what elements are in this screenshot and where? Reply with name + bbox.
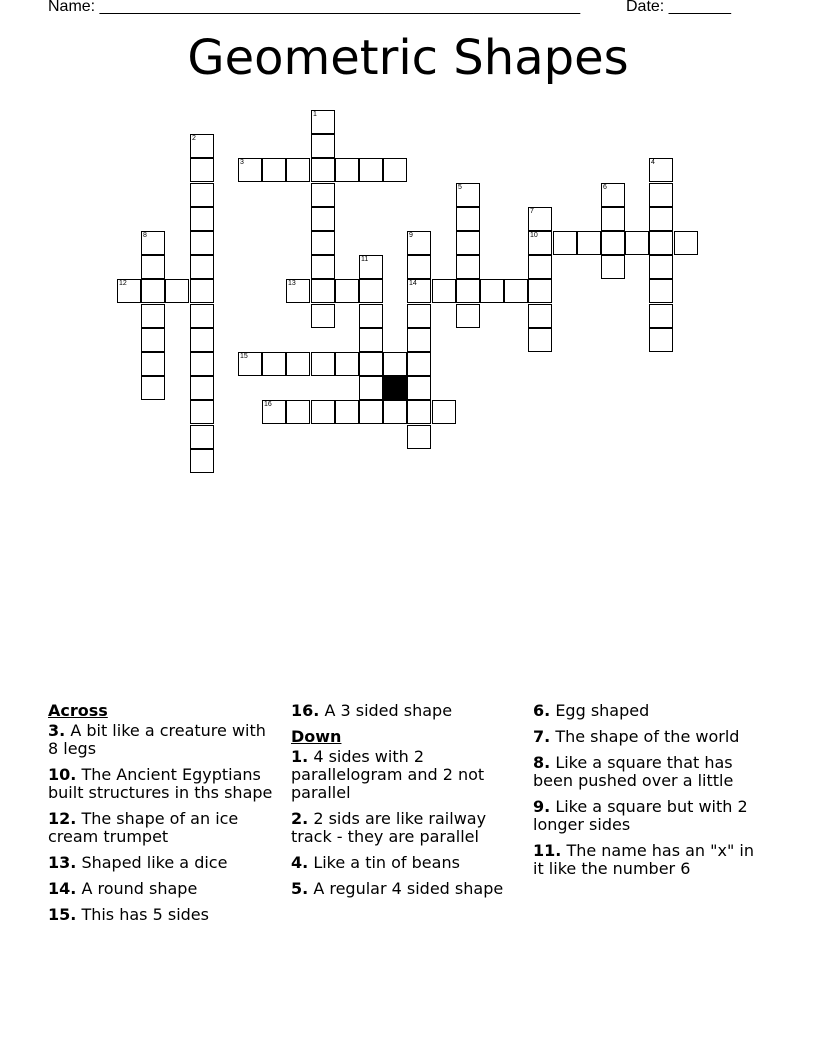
crossword-cell[interactable] xyxy=(649,255,673,279)
crossword-cell[interactable] xyxy=(311,110,335,134)
down-clue: 6. Egg shaped xyxy=(533,701,650,720)
crossword-cell[interactable] xyxy=(141,231,165,255)
crossword-cell[interactable] xyxy=(383,352,407,376)
crossword-cell[interactable] xyxy=(359,158,383,182)
crossword-cell[interactable] xyxy=(359,400,383,424)
down-clue: 4. Like a tin of beans xyxy=(291,853,460,872)
crossword-cell[interactable] xyxy=(190,304,214,328)
crossword-cell[interactable] xyxy=(601,183,625,207)
crossword-cell[interactable] xyxy=(359,352,383,376)
crossword-cell[interactable] xyxy=(311,400,335,424)
crossword-cell[interactable] xyxy=(311,183,335,207)
clue-column-2 xyxy=(291,702,523,906)
crossword-cell[interactable] xyxy=(141,279,165,303)
crossword-cell[interactable] xyxy=(649,328,673,352)
down-clue: 11. The name has an "x" in it like the number 6 xyxy=(533,841,754,878)
crossword-cell[interactable] xyxy=(553,231,577,255)
clue-number: 6 xyxy=(603,184,607,191)
crossword-cell[interactable] xyxy=(141,255,165,279)
clue-number: 5 xyxy=(458,184,462,191)
crossword-cell[interactable] xyxy=(674,231,698,255)
crossword-cell[interactable] xyxy=(335,352,359,376)
across-heading: Across xyxy=(48,701,108,720)
crossword-cell[interactable] xyxy=(625,231,649,255)
down-clue: 2. 2 sids are like railway track - they are parallel xyxy=(291,809,487,846)
crossword-cell[interactable] xyxy=(528,304,552,328)
name-label: Name: xyxy=(48,0,96,15)
clue-number: 1 xyxy=(313,111,317,118)
down-heading: Down xyxy=(291,727,342,746)
crossword-cell[interactable] xyxy=(190,255,214,279)
crossword-cell[interactable] xyxy=(190,231,214,255)
crossword-cell[interactable] xyxy=(311,352,335,376)
across-clue: 13. Shaped like a dice xyxy=(48,853,228,872)
crossword-cell[interactable] xyxy=(335,279,359,303)
across-clue: 16. A 3 sided shape xyxy=(291,701,453,720)
crossword-cell[interactable] xyxy=(359,255,383,279)
crossword-cell[interactable] xyxy=(528,207,552,231)
crossword-cell[interactable] xyxy=(286,279,310,303)
crossword-cell[interactable] xyxy=(407,255,431,279)
crossword-cell[interactable] xyxy=(190,449,214,473)
crossword-cell[interactable] xyxy=(141,352,165,376)
crossword-cell[interactable] xyxy=(311,304,335,328)
crossword-cell[interactable] xyxy=(335,158,359,182)
crossword-cell[interactable] xyxy=(456,304,480,328)
clue-column-1 xyxy=(48,702,280,932)
crossword-cell[interactable] xyxy=(238,158,262,182)
down-clue: 7. The shape of the world xyxy=(533,727,740,746)
crossword-cell[interactable] xyxy=(165,279,189,303)
crossword-cell[interactable] xyxy=(190,400,214,424)
crossword-cell[interactable] xyxy=(311,231,335,255)
clue-number: 16 xyxy=(264,401,272,408)
clue-number: 3 xyxy=(240,159,244,166)
crossword-cell[interactable] xyxy=(141,328,165,352)
crossword-cell[interactable] xyxy=(286,400,310,424)
crossword-cell[interactable] xyxy=(407,400,431,424)
down-clue: 9. Like a square but with 2 longer sides xyxy=(533,797,748,834)
crossword-cell[interactable] xyxy=(190,376,214,400)
down-clue: 8. Like a square that has been pushed over a little xyxy=(533,753,734,790)
clue-number: 11 xyxy=(361,256,369,263)
clue-number: 13 xyxy=(288,280,296,287)
crossword-cell[interactable] xyxy=(407,425,431,449)
down-clue: 1. 4 sides with 2 parallelogram and 2 not parallel xyxy=(291,747,485,802)
across-clue: 12. The shape of an ice cream trumpet xyxy=(48,809,239,846)
clue-number: 15 xyxy=(240,353,248,360)
crossword-cell[interactable] xyxy=(432,400,456,424)
crossword-cell[interactable] xyxy=(141,376,165,400)
name-line: ______________________________________________________ xyxy=(99,0,581,15)
clue-number: 4 xyxy=(651,159,655,166)
crossword-cell[interactable] xyxy=(359,304,383,328)
crossword-cell[interactable] xyxy=(286,158,310,182)
crossword-cell[interactable] xyxy=(190,134,214,158)
date-label: Date: xyxy=(626,0,665,15)
crossword-cell[interactable] xyxy=(190,328,214,352)
crossword-cell[interactable] xyxy=(407,279,431,303)
crossword-cell[interactable] xyxy=(407,328,431,352)
crossword-cell[interactable] xyxy=(480,279,504,303)
crossword-cell[interactable] xyxy=(262,352,286,376)
crossword-cell[interactable] xyxy=(262,400,286,424)
clue-number: 2 xyxy=(192,135,196,142)
clue-number: 10 xyxy=(530,232,538,239)
crossword-cell[interactable] xyxy=(528,255,552,279)
crossword-cell[interactable] xyxy=(456,255,480,279)
clue-number: 12 xyxy=(119,280,127,287)
crossword-cell[interactable] xyxy=(190,352,214,376)
crossword-cell[interactable] xyxy=(238,352,262,376)
crossword-cell[interactable] xyxy=(528,231,552,255)
crossword-cell[interactable] xyxy=(335,400,359,424)
crossword-cell[interactable] xyxy=(407,376,431,400)
crossword-cell[interactable] xyxy=(286,352,310,376)
crossword-cell[interactable] xyxy=(456,207,480,231)
crossword-cell[interactable] xyxy=(407,352,431,376)
crossword-cell[interactable] xyxy=(311,255,335,279)
crossword-cell[interactable] xyxy=(432,279,456,303)
across-clue: 10. The Ancient Egyptians built structures in ths shape xyxy=(48,765,273,802)
crossword-cell[interactable] xyxy=(407,231,431,255)
crossword-cell[interactable] xyxy=(359,279,383,303)
clue-column-3 xyxy=(533,702,765,886)
crossword-cell[interactable] xyxy=(190,158,214,182)
crossword-cell[interactable] xyxy=(359,328,383,352)
crossword-cell[interactable] xyxy=(649,279,673,303)
crossword-cell[interactable] xyxy=(649,207,673,231)
crossword-cell[interactable] xyxy=(601,255,625,279)
crossword-cell[interactable] xyxy=(649,231,673,255)
crossword-cell[interactable] xyxy=(262,158,286,182)
clue-number: 14 xyxy=(409,280,417,287)
crossword-cell[interactable] xyxy=(311,134,335,158)
crossword-black-cell xyxy=(383,376,407,400)
crossword-cell[interactable] xyxy=(456,231,480,255)
crossword-cell[interactable] xyxy=(311,158,335,182)
clue-number: 8 xyxy=(143,232,147,239)
crossword-cell[interactable] xyxy=(504,279,528,303)
crossword-cell[interactable] xyxy=(141,304,165,328)
crossword-grid xyxy=(0,0,816,480)
down-clue: 5. A regular 4 sided shape xyxy=(291,879,504,898)
crossword-cell[interactable] xyxy=(649,183,673,207)
crossword-cell[interactable] xyxy=(649,158,673,182)
date-line: _______ xyxy=(668,0,731,15)
crossword-cell[interactable] xyxy=(311,279,335,303)
crossword-cell[interactable] xyxy=(577,231,601,255)
crossword-cell[interactable] xyxy=(190,279,214,303)
crossword-cell[interactable] xyxy=(190,425,214,449)
across-clue: 3. A bit like a creature with 8 legs xyxy=(48,721,266,758)
crossword-cell[interactable] xyxy=(383,158,407,182)
clue-number: 9 xyxy=(409,232,413,239)
crossword-cell[interactable] xyxy=(190,207,214,231)
across-clue: 14. A round shape xyxy=(48,879,198,898)
crossword-cell[interactable] xyxy=(407,304,431,328)
crossword-cell[interactable] xyxy=(601,231,625,255)
crossword-cell[interactable] xyxy=(528,279,552,303)
crossword-cell[interactable] xyxy=(456,279,480,303)
across-clue: 15. This has 5 sides xyxy=(48,905,209,924)
crossword-cell[interactable] xyxy=(601,207,625,231)
crossword-cell[interactable] xyxy=(359,376,383,400)
crossword-cell[interactable] xyxy=(383,400,407,424)
crossword-cell[interactable] xyxy=(528,328,552,352)
page-title: Geometric Shapes xyxy=(187,30,629,86)
crossword-cell[interactable] xyxy=(117,279,141,303)
clue-number: 7 xyxy=(530,208,534,215)
crossword-cell[interactable] xyxy=(649,304,673,328)
crossword-cell[interactable] xyxy=(311,207,335,231)
crossword-cell[interactable] xyxy=(456,183,480,207)
crossword-cell[interactable] xyxy=(190,183,214,207)
